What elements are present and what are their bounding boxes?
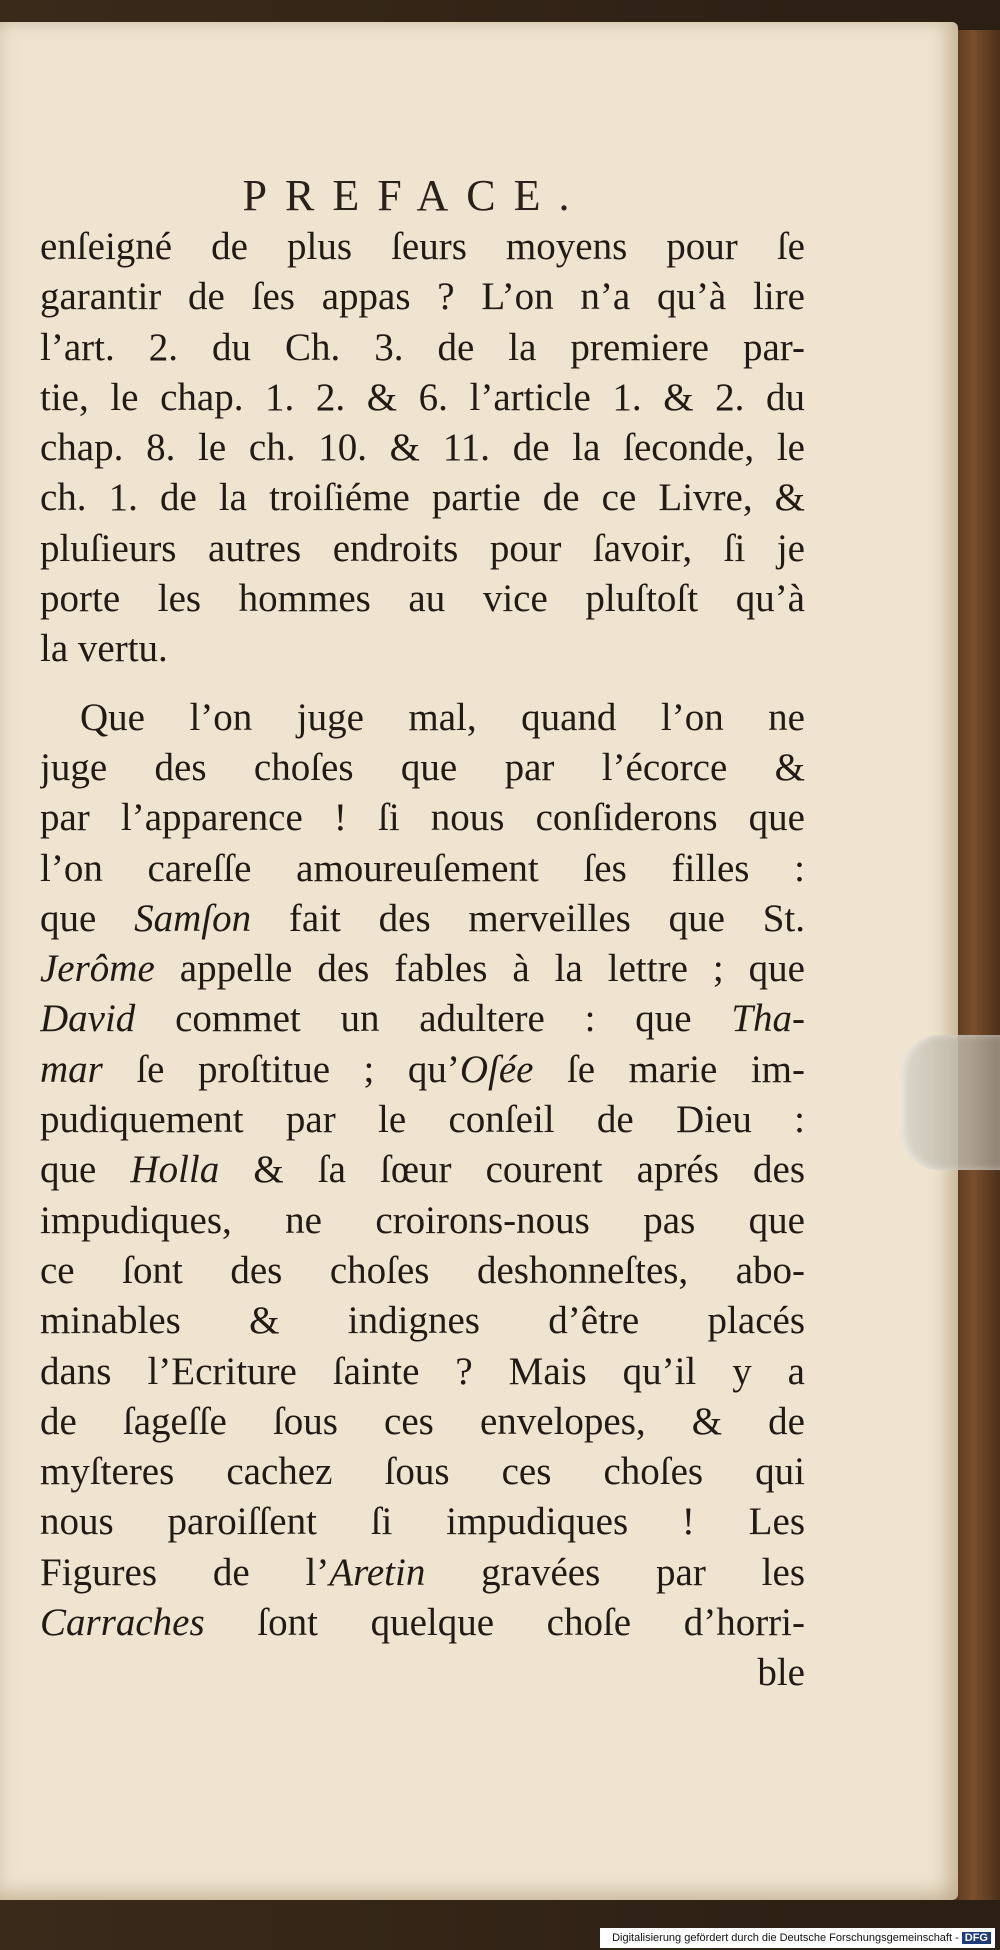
text-run: Figures de l’: [40, 1550, 330, 1594]
text-line: juge des choſes que par l’écorce &: [40, 745, 805, 789]
credit-text: Digitalisierung gefördert durch die Deutsche Forschungsgemeinschaft -: [612, 1932, 959, 1944]
text-run: ſont quelque choſe d’horri-: [204, 1601, 805, 1645]
proper-name: Holla: [130, 1148, 220, 1192]
text-line: [40, 894, 805, 944]
text-line: porte les hommes au vice pluſtoſt qu’à: [40, 577, 805, 621]
text-run: ſe marie im-: [533, 1047, 805, 1091]
text-line: l’art. 2. du Ch. 3. de la premiere par-: [40, 325, 805, 369]
paragraph-gap: [40, 675, 805, 693]
page-body: [40, 222, 805, 1699]
text-run: que: [40, 896, 135, 940]
text-line: dans l’Ecriture ſainte ? Mais qu’il y a: [40, 1349, 805, 1393]
proper-name: Aretin: [329, 1550, 426, 1594]
text-line: [40, 944, 805, 994]
text-line: pluſieurs autres endroits pour ſavoir, ſi je: [40, 526, 805, 570]
proper-name: Oſée: [459, 1047, 534, 1091]
catchword: ble: [757, 1651, 805, 1695]
text-run: ſe proſtitue ; qu’: [102, 1047, 460, 1091]
text-line: impudiques, ne croirons-nous pas que: [40, 1198, 805, 1242]
proper-name: Tha-: [731, 997, 805, 1041]
text-line: enſeigné de plus ſeurs moyens pour ſe: [40, 225, 805, 268]
text-line: nous paroiſſent ſi impudiques ! Les: [40, 1500, 805, 1544]
text-line: [40, 994, 805, 1044]
text-run: appelle des fables à la lettre ; que: [154, 947, 805, 991]
text-line: par l’apparence ! ſi nous conſiderons que: [40, 796, 805, 840]
proper-name: Carraches: [40, 1601, 205, 1645]
proper-name: mar: [40, 1047, 103, 1091]
dfg-logo: DFG: [962, 1932, 991, 1944]
text-line: pudiquement par le conſeil de Dieu :: [40, 1098, 805, 1142]
text-line: [40, 1145, 805, 1195]
text-run: & ſa ſœur courent aprés des: [219, 1148, 805, 1192]
page-marker-tab: [900, 1035, 1000, 1170]
text-line: ch. 1. de la troiſiéme partie de ce Livre, &: [40, 476, 805, 520]
text-run: gravées par les: [425, 1550, 805, 1594]
text-line: de ſageſſe ſous ces envelopes, & de: [40, 1399, 805, 1443]
book-page: [0, 22, 958, 1900]
text-line: [40, 1045, 805, 1095]
text-line: minables & indignes d’être placés: [40, 1299, 805, 1343]
text-line: [40, 1598, 805, 1648]
proper-name: Jerôme: [40, 947, 155, 991]
running-head: PREFACE.: [242, 171, 588, 220]
text-run: commet un adultere : que: [135, 997, 732, 1041]
text-line: [40, 1548, 805, 1598]
book-spine: [955, 30, 1000, 1900]
text-line: chap. 8. le ch. 10. & 11. de la ſeconde, le: [40, 426, 805, 470]
proper-name: David: [40, 997, 136, 1041]
text-run: que: [40, 1148, 131, 1192]
proper-name: Samſon: [134, 896, 252, 940]
text-line: garantir de ſes appas ? L’on n’a qu’à lire: [40, 275, 805, 319]
text-line: l’on careſſe amoureuſement ſes filles :: [40, 846, 805, 890]
text-line: la vertu.: [40, 627, 168, 671]
text-line: myſteres cachez ſous ces choſes qui: [40, 1450, 805, 1494]
text-run: fait des merveilles que St.: [251, 896, 805, 940]
text-line: Que l’on juge mal, quand l’on ne: [80, 695, 805, 739]
text-line: tie, le chap. 1. 2. & 6. l’article 1. & 2. du: [40, 375, 805, 419]
text-line: ce ſont des choſes deshonneſtes, abo-: [40, 1248, 805, 1292]
digitization-credit: [600, 1928, 995, 1948]
